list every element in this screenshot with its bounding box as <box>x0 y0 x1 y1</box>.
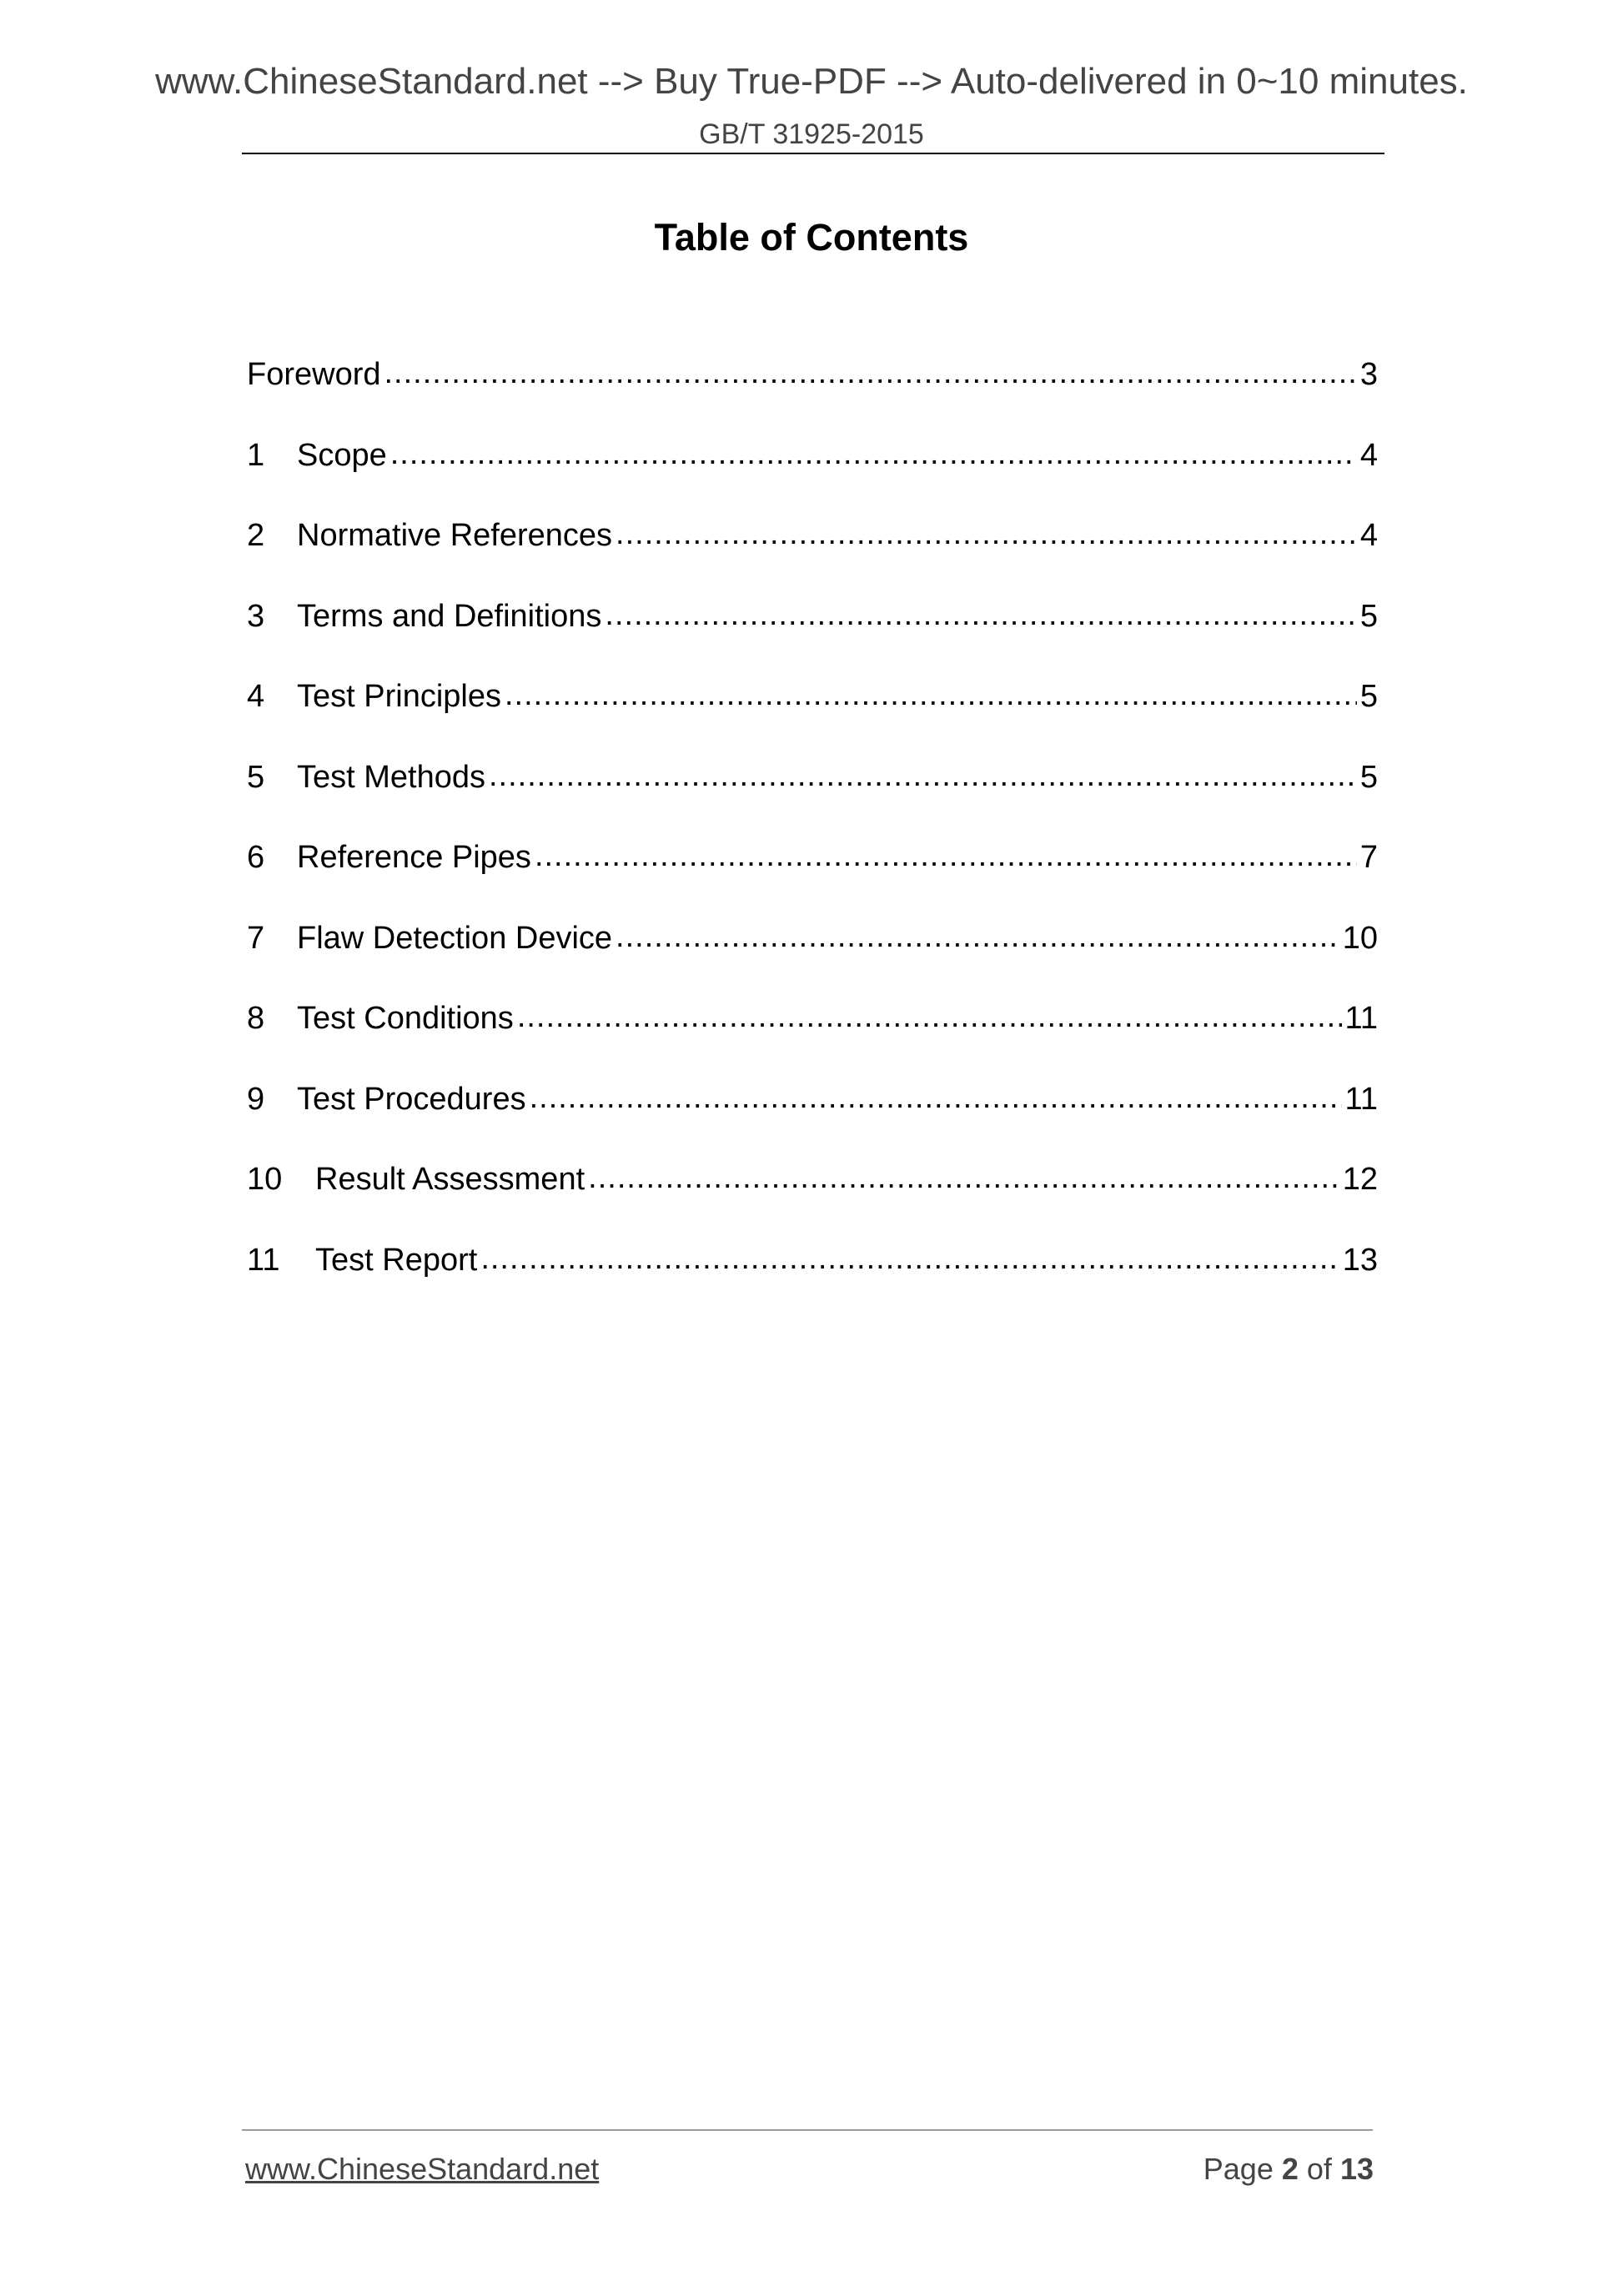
toc-entry-label: Test Methods <box>297 759 485 795</box>
toc-entry-number: 7 <box>247 920 265 956</box>
toc-dot-leader <box>505 670 1357 720</box>
toc-dot-leader <box>390 429 1357 479</box>
toc-entry-page: 5 <box>1359 598 1378 634</box>
toc-entry-label: Scope <box>297 437 387 473</box>
toc-entry-number: 10 <box>247 1162 283 1197</box>
toc-dot-leader <box>535 831 1357 881</box>
toc-entry-page: 3 <box>1359 357 1378 392</box>
toc-dot-leader <box>489 751 1357 801</box>
toc-entry-test-procedures[interactable] <box>247 1074 1378 1155</box>
toc-entry-number: 11 <box>247 1242 280 1278</box>
toc-entry-label: Terms and Definitions <box>297 598 602 634</box>
toc-entry-normative-references[interactable] <box>247 510 1378 591</box>
toc-entry-flaw-detection-device[interactable] <box>247 913 1378 994</box>
toc-entry-foreword[interactable] <box>247 349 1378 430</box>
toc-dot-leader <box>616 912 1339 962</box>
toc-entry-label: Test Conditions <box>297 1001 514 1036</box>
page-indicator <box>1203 2154 1374 2184</box>
header-divider <box>242 153 1384 154</box>
toc-entry-number: 1 <box>247 437 265 473</box>
current-page-number: 2 <box>1281 2152 1299 2186</box>
toc-entry-label: Test Report <box>315 1242 478 1278</box>
toc-entry-number: 4 <box>247 679 265 714</box>
footer-divider <box>242 2129 1373 2131</box>
toc-dot-leader <box>616 509 1357 559</box>
toc-entry-test-methods[interactable] <box>247 752 1378 833</box>
toc-entry-page: 4 <box>1359 437 1378 473</box>
toc-entry-number: 3 <box>247 598 265 634</box>
toc-entry-label: Result Assessment <box>315 1162 585 1197</box>
page-of: of <box>1306 2152 1332 2186</box>
toc-entry-terms-definitions[interactable] <box>247 591 1378 672</box>
toc-entry-label: Test Procedures <box>297 1081 526 1117</box>
header-banner: www.ChineseStandard.net --> Buy True-PDF --> Auto-delivered in 0~10 minutes. <box>155 61 1468 102</box>
toc-entry-label: Reference Pipes <box>297 840 531 875</box>
toc-dot-leader <box>480 1233 1339 1284</box>
toc-entry-label: Test Principles <box>297 679 501 714</box>
toc-entry-result-assessment[interactable] <box>247 1154 1378 1235</box>
toc-dot-leader <box>530 1073 1342 1123</box>
toc-dot-leader <box>517 992 1342 1042</box>
toc-entry-page: 11 <box>1344 1001 1378 1036</box>
footer-website-link[interactable]: www.ChineseStandard.net <box>245 2152 600 2186</box>
toc-entry-page: 5 <box>1359 759 1378 795</box>
toc-entry-number: 8 <box>247 1001 265 1036</box>
toc-entry-reference-pipes[interactable] <box>247 832 1378 913</box>
toc-entry-number: 5 <box>247 759 265 795</box>
toc-title: Table of Contents <box>654 216 969 259</box>
page-prefix: Page <box>1203 2152 1274 2186</box>
standard-code: GB/T 31925-2015 <box>699 118 924 150</box>
toc-entry-page: 7 <box>1359 840 1378 875</box>
toc-entry-page: 11 <box>1344 1081 1378 1117</box>
toc-list <box>247 349 1378 1315</box>
toc-entry-page: 12 <box>1342 1162 1378 1197</box>
toc-entry-test-conditions[interactable] <box>247 993 1378 1074</box>
toc-entry-test-report[interactable] <box>247 1235 1378 1316</box>
toc-entry-page: 4 <box>1359 518 1378 553</box>
toc-entry-label: Normative References <box>297 518 613 553</box>
toc-entry-label: Foreword <box>247 357 381 392</box>
toc-entry-page: 5 <box>1359 679 1378 714</box>
toc-entry-page: 13 <box>1342 1242 1378 1278</box>
toc-dot-leader <box>384 348 1357 398</box>
total-pages-number: 13 <box>1339 2152 1374 2186</box>
toc-entry-page: 10 <box>1342 920 1378 956</box>
toc-entry-test-principles[interactable] <box>247 671 1378 752</box>
toc-entry-number: 6 <box>247 840 265 875</box>
toc-entry-label: Flaw Detection Device <box>297 920 613 956</box>
toc-entry-number: 9 <box>247 1081 265 1117</box>
toc-entry-number: 2 <box>247 518 265 553</box>
toc-dot-leader <box>605 590 1356 640</box>
toc-dot-leader <box>588 1153 1339 1203</box>
toc-entry-scope[interactable] <box>247 430 1378 511</box>
